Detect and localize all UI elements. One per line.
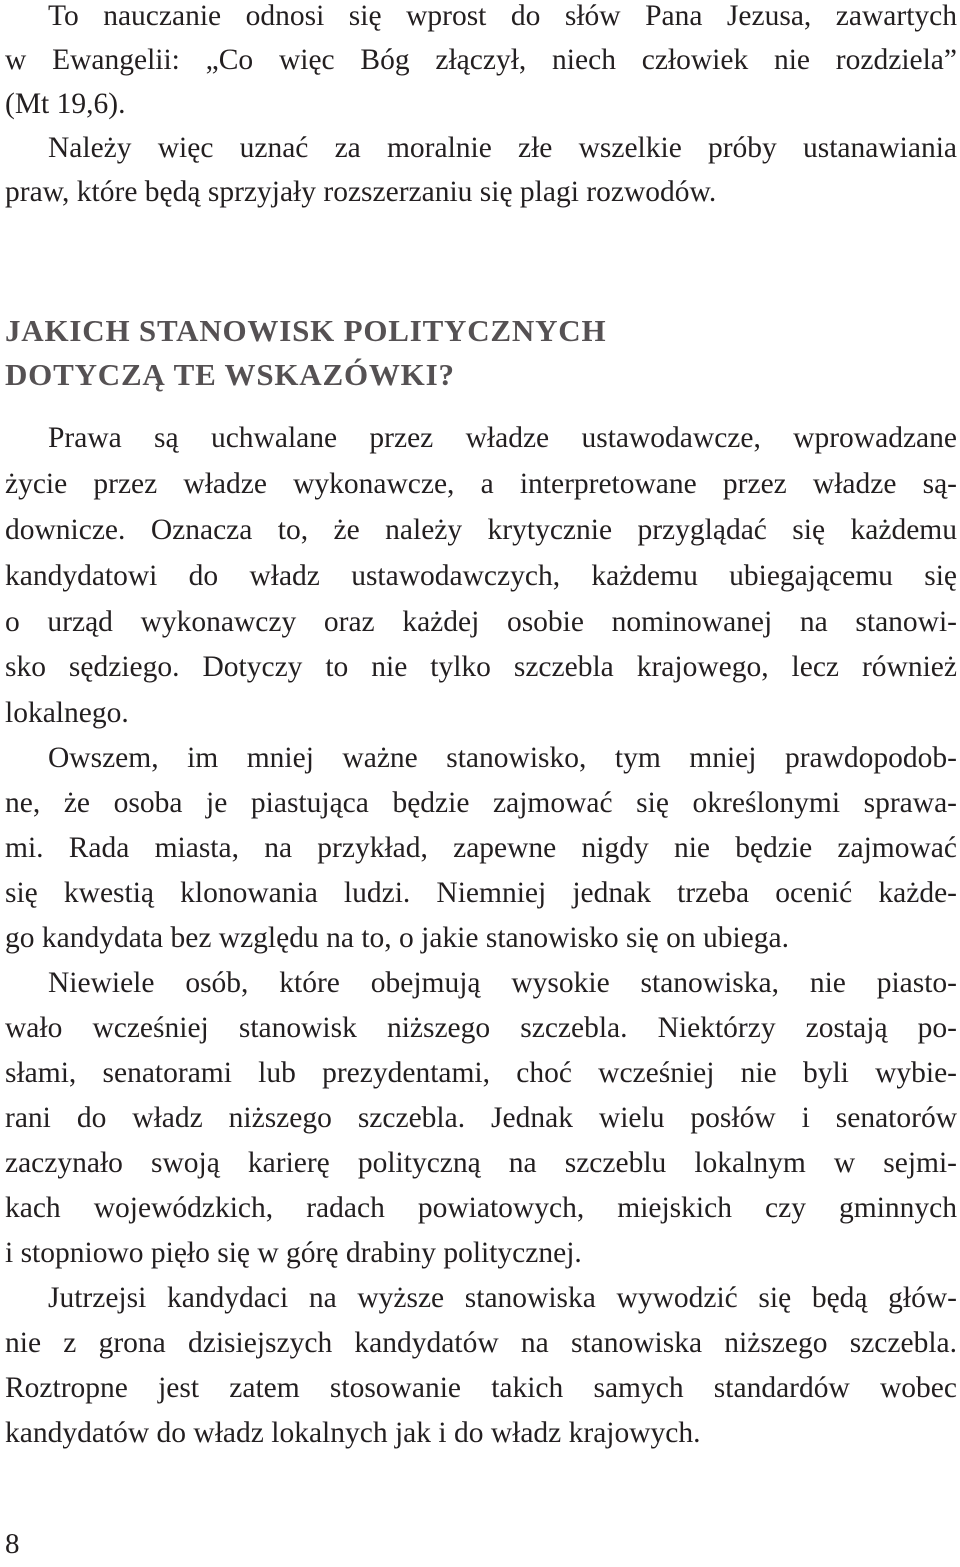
body-text-line: Jutrzejsi kandydaci na wyższe stanowiska wywodzić się będą głów- — [48, 1282, 957, 1314]
body-text-line: nie z grona dzisiejszych kandydatów na stanowiska niższego szczebla. — [5, 1327, 957, 1359]
section-heading-line: JAKICH STANOWISK POLITYCZNYCH — [5, 313, 607, 348]
section-heading-line: DOTYCZĄ TE WSKAZÓWKI? — [5, 357, 455, 392]
page-number: 8 — [5, 1528, 20, 1560]
body-text-line: i stopniowo pięło się w górę drabiny politycznej. — [5, 1237, 582, 1269]
body-text-line: ne, że osoba je piastująca będzie zajmować się określonymi sprawa- — [5, 787, 957, 819]
body-text-line: mi. Rada miasta, na przykład, zapewne nigdy nie będzie zajmować — [5, 832, 957, 864]
body-text-line: w Ewangelii: „Co więc Bóg złączył, niech człowiek nie rozdziela” — [5, 44, 957, 76]
body-text-line: Należy więc uznać za moralnie złe wszelkie próby ustanawiania — [48, 132, 957, 164]
body-text-line: praw, które będą sprzyjały rozszerzaniu się plagi rozwodów. — [5, 176, 717, 208]
body-text-line: życie przez władze wykonawcze, a interpretowane przez władze są- — [5, 468, 957, 500]
body-text-line: Niewiele osób, które obejmują wysokie stanowiska, nie piasto- — [48, 967, 957, 999]
body-text-line: (Mt 19,6). — [5, 88, 126, 120]
body-text-line: o urząd wykonawczy oraz każdej osobie nominowanej na stanowi- — [5, 606, 957, 638]
body-text-line: Owszem, im mniej ważne stanowisko, tym mniej prawdopodob- — [48, 742, 957, 774]
body-text-line: kandydatów do władz lokalnych jak i do władz krajowych. — [5, 1417, 701, 1449]
body-text-line: Roztropne jest zatem stosowanie takich samych standardów wobec — [5, 1372, 957, 1404]
body-text-line: downicze. Oznacza to, że należy krytycznie przyglądać się każdemu — [5, 514, 957, 546]
body-text-line: lokalnego. — [5, 697, 129, 729]
body-text-line: wało wcześniej stanowisk niższego szczebla. Niektórzy zostają po- — [5, 1012, 957, 1044]
body-text-line: rani do władz niższego szczebla. Jednak wielu posłów i senatorów — [5, 1102, 957, 1134]
body-text-line: Prawa są uchwalane przez władze ustawodawcze, wprowadzane — [48, 422, 957, 454]
body-text-line: sko sędziego. Dotyczy to nie tylko szczebla krajowego, lecz również — [5, 651, 957, 683]
body-text-line: go kandydata bez względu na to, o jakie stanowisko się on ubiega. — [5, 922, 789, 954]
body-text-line: zaczynało swoją karierę polityczną na szczeblu lokalnym w sejmi- — [5, 1147, 957, 1179]
body-text-line: To nauczanie odnosi się wprost do słów Pana Jezusa, zawartych — [48, 0, 957, 32]
body-text-line: kandydatowi do władz ustawodawczych, każdemu ubiegającemu się — [5, 560, 957, 592]
body-text-line: kach wojewódzkich, radach powiatowych, miejskich czy gminnych — [5, 1192, 957, 1224]
body-text-line: słami, senatorami lub prezydentami, choć wcześniej nie byli wybie- — [5, 1057, 957, 1089]
body-text-line: się kwestią klonowania ludzi. Niemniej jednak trzeba ocenić każde- — [5, 877, 957, 909]
